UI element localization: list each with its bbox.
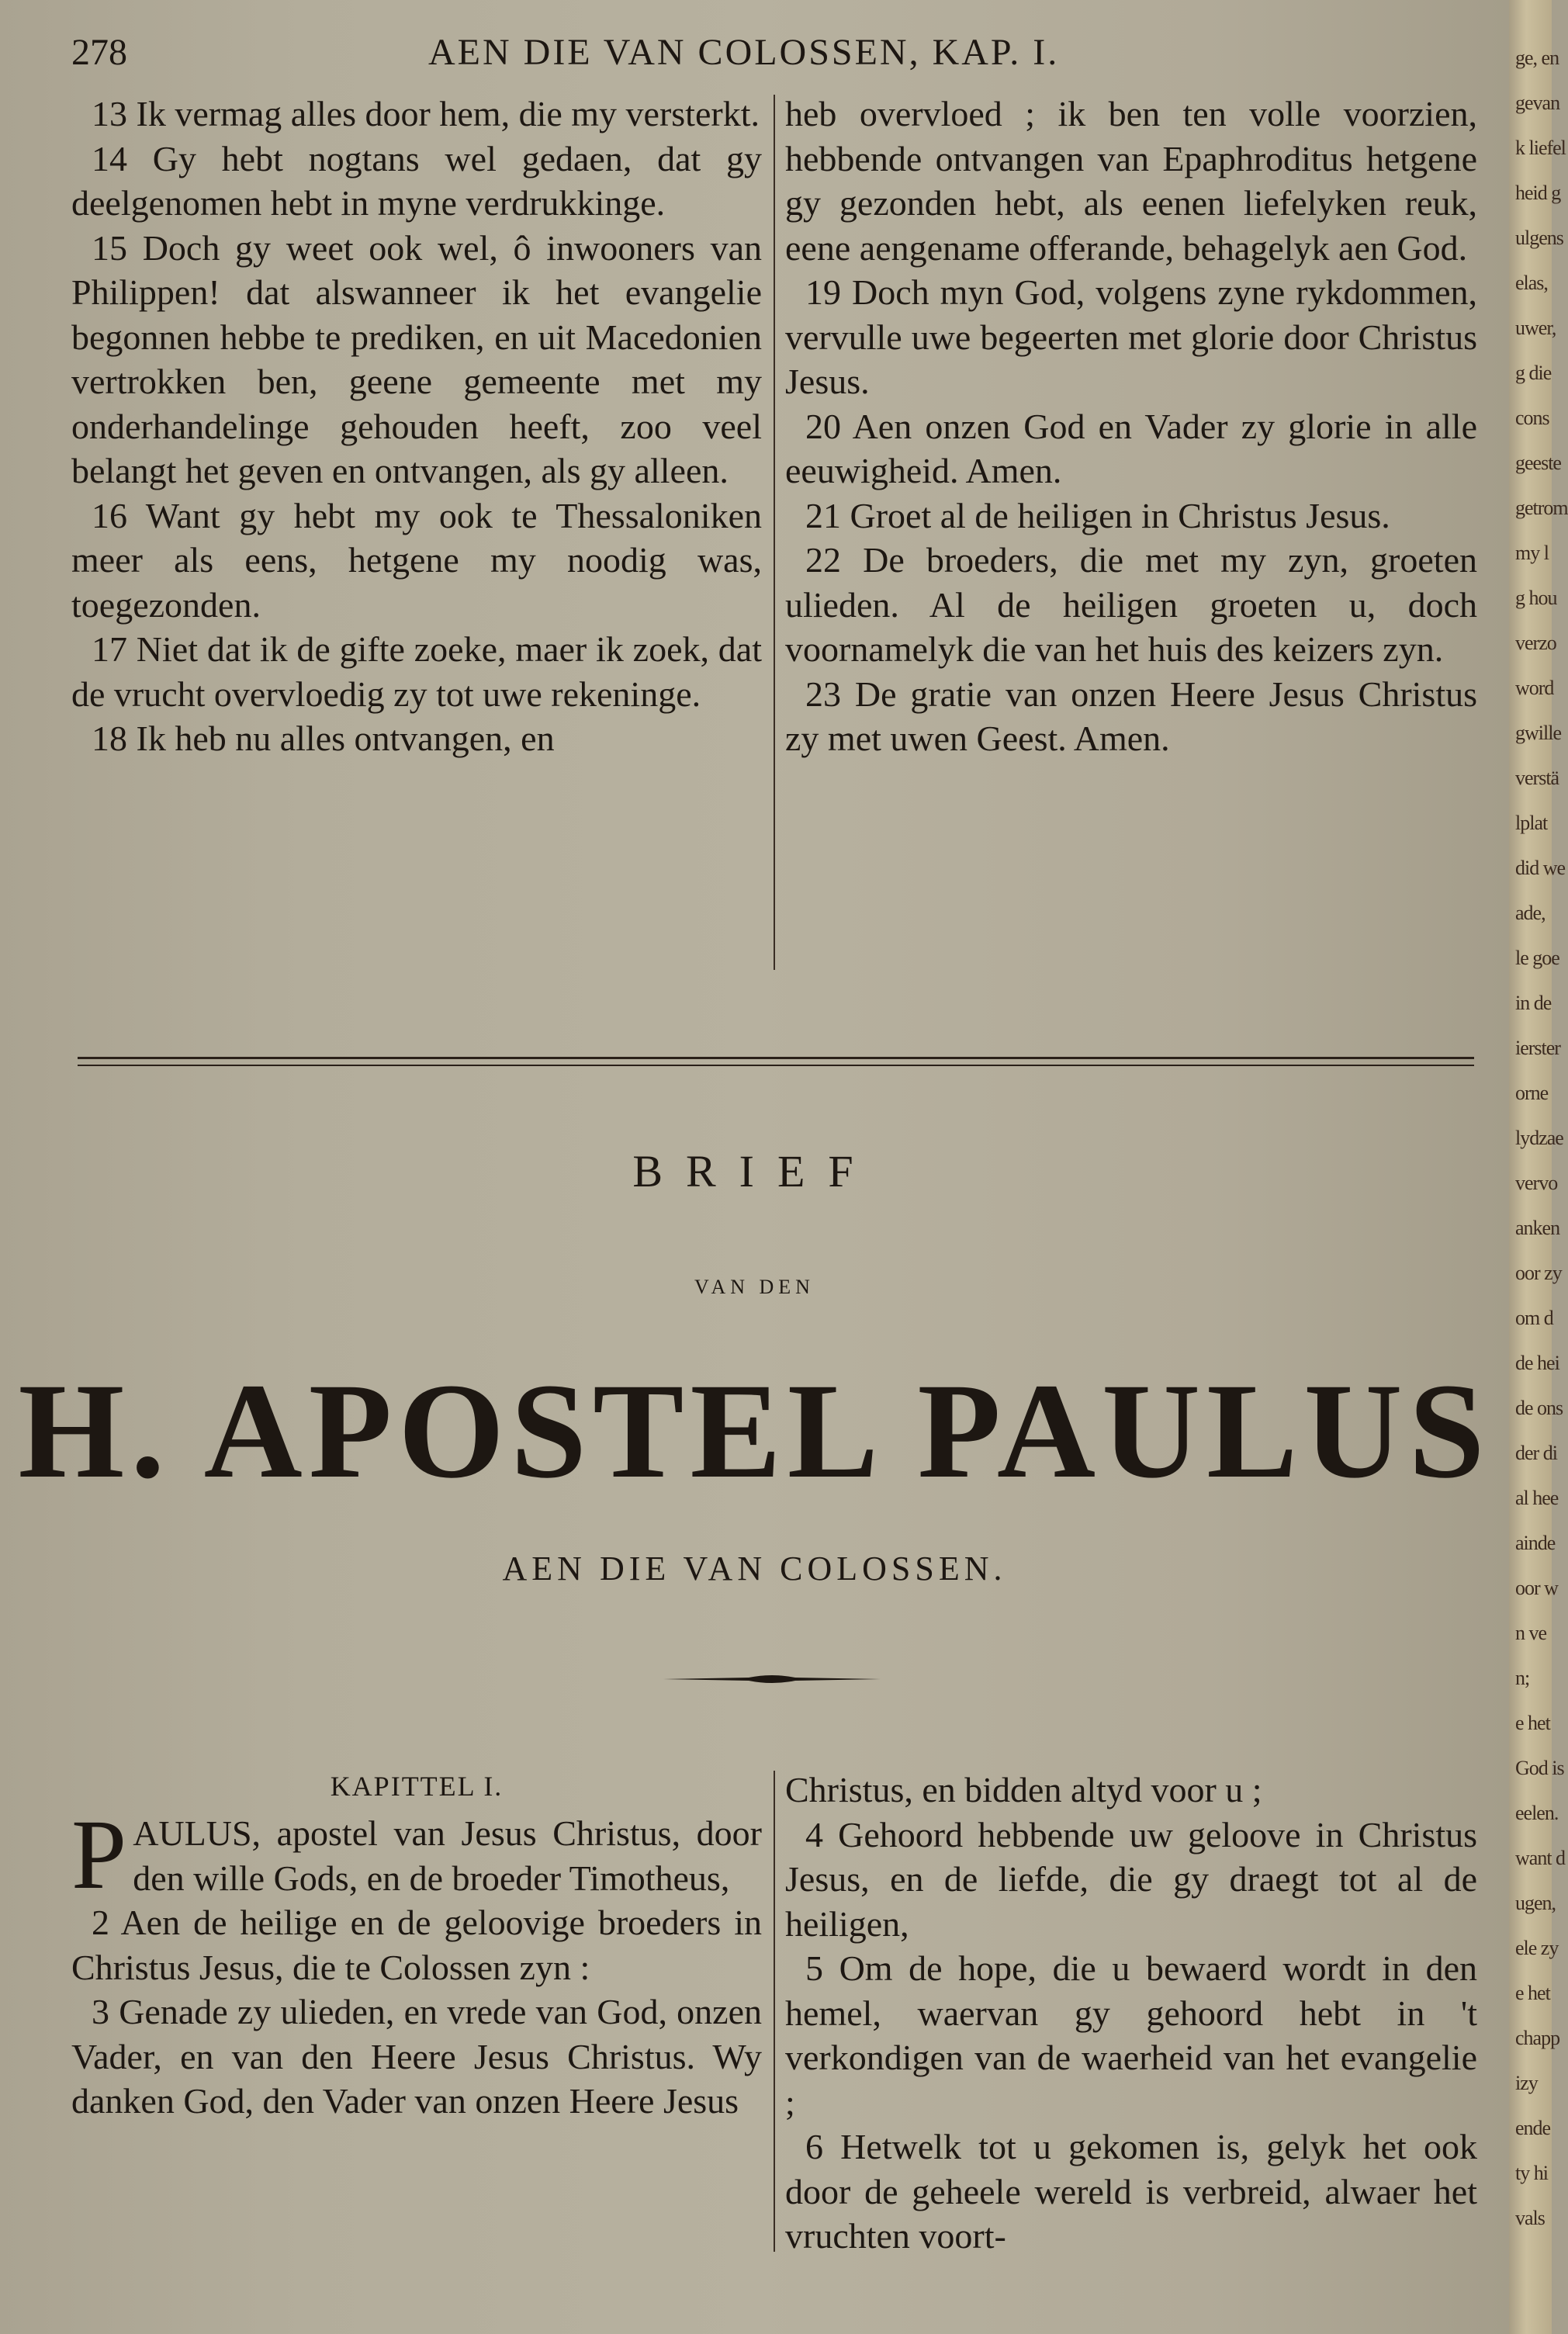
facing-page-fragment: n; bbox=[1515, 1667, 1530, 1689]
facing-page-fragment: lydzae bbox=[1515, 1127, 1563, 1149]
chapter-right-column bbox=[785, 1768, 1477, 2259]
page-header bbox=[71, 31, 1483, 78]
facing-page-fragment: e het bbox=[1515, 1712, 1550, 1734]
facing-page-fragment: ugen, bbox=[1515, 1892, 1556, 1914]
verse-21: 21 Groet al de heiligen in Christus Jesus. bbox=[805, 495, 1390, 535]
facing-page-fragment: oor zy bbox=[1515, 1262, 1562, 1284]
facing-page-fragment: anken bbox=[1515, 1217, 1560, 1239]
facing-page-fragment: k liefel bbox=[1515, 137, 1566, 159]
facing-page-fragment: geeste bbox=[1515, 452, 1561, 474]
facing-page-fragment: der di bbox=[1515, 1442, 1557, 1464]
verse-3: 3 Genade zy ulieden, en vrede van God, onzen Vader, en van den Heere Jesus Christus. Wy danken God, den Vader van onzen Heere Jesus bbox=[71, 1992, 762, 2121]
drop-cap: P bbox=[71, 1799, 127, 1910]
facing-page-fragment: eelen. bbox=[1515, 1802, 1559, 1824]
facing-page-fragment: de hei bbox=[1515, 1352, 1559, 1374]
facing-page-fragment: getrom bbox=[1515, 497, 1568, 519]
section-rule-bottom bbox=[78, 1065, 1474, 1066]
facing-page-fragment: heid g bbox=[1515, 182, 1561, 204]
verse-16: 16 Want gy hebt my ook te Thessaloniken meer als eens, hetgene my noodig was, toegezonden. bbox=[71, 495, 762, 625]
facing-page-fragment: izy bbox=[1515, 2072, 1538, 2094]
verse-3-continued: Christus, en bidden altyd voor u ; bbox=[785, 1770, 1262, 1809]
column-divider-bottom bbox=[774, 1771, 775, 2252]
verse-19: 19 Doch myn God, volgens zyne rykdommen, vervulle uwe begeerten met glorie door Christus Jesus. bbox=[785, 272, 1477, 401]
facing-page-fragment: e het bbox=[1515, 1982, 1550, 2004]
ornament-rule-icon bbox=[663, 1673, 881, 1685]
verse-13: 13 Ik vermag alles door hem, die my versterkt. bbox=[92, 94, 760, 133]
facing-page-fragment: chapp bbox=[1515, 2027, 1560, 2049]
facing-page-fragment: ierster bbox=[1515, 1037, 1560, 1059]
facing-page-fragment: le goe bbox=[1515, 947, 1559, 969]
title-colossians: AEN DIE VAN COLOSSEN. bbox=[502, 1550, 1007, 1588]
facing-page-fragment: ende bbox=[1515, 2117, 1551, 2139]
facing-page-fragment: de ons bbox=[1515, 1397, 1563, 1419]
facing-page-fragment: in de bbox=[1515, 992, 1552, 1014]
verse-20: 20 Aen onzen God en Vader zy glorie in alle eeuwigheid. Amen. bbox=[785, 406, 1477, 490]
chapter-left-column bbox=[71, 1768, 762, 2124]
facing-page-fragment: vals bbox=[1515, 2207, 1545, 2229]
facing-page-fragment: ulgens bbox=[1515, 227, 1563, 249]
running-head: AEN DIE VAN COLOSSEN, KAP. I. bbox=[428, 32, 1060, 73]
top-left-column bbox=[71, 92, 762, 761]
facing-page-fragment: om d bbox=[1515, 1307, 1553, 1329]
verse-14: 14 Gy hebt nogtans wel gedaen, dat gy deelgenomen hebt in myne verdrukkinge. bbox=[71, 138, 762, 223]
facing-page-fragment: ty hi bbox=[1515, 2162, 1548, 2184]
title-apostle-paulus: H. APOSTEL PAULUS bbox=[18, 1356, 1491, 1507]
facing-page-fragment: ge, en bbox=[1515, 47, 1559, 69]
facing-page-fragment: ainde bbox=[1515, 1532, 1556, 1554]
section-rule-top bbox=[78, 1057, 1474, 1059]
facing-page-fragment: al hee bbox=[1515, 1487, 1559, 1509]
verse-18-start: 18 Ik heb nu alles ontvangen, en bbox=[92, 719, 555, 758]
facing-page-fragment: gwille bbox=[1515, 722, 1561, 744]
verse-1 bbox=[71, 1799, 762, 1910]
verse-5: 5 Om de hope, die u bewaerd wordt in den hemel, waervan gy gehoord hebt in 't verkondigen van de waerheid van het evangelie ; bbox=[785, 1948, 1477, 2122]
verse-22: 22 De broeders, die met my zyn, groeten ulieden. Al de heiligen groeten u, doch voornamelyk die van het huis des keizers zyn. bbox=[785, 540, 1477, 669]
facing-page-fragment: did we bbox=[1515, 857, 1566, 879]
verse-1-text: AULUS, apostel van Jesus Christus, door den wille Gods, en de broeder Timotheus, bbox=[133, 1813, 762, 1898]
facing-page-fragment: verstä bbox=[1515, 767, 1559, 789]
facing-page-fragment: gevan bbox=[1515, 92, 1560, 114]
page-number: 278 bbox=[71, 32, 127, 73]
facing-page-fragment: n ve bbox=[1515, 1622, 1547, 1644]
facing-page-fragment: my l bbox=[1515, 542, 1549, 564]
chapter-heading: KAPITTEL I. bbox=[330, 1771, 504, 1802]
facing-page-fragment: uwer, bbox=[1515, 317, 1556, 339]
verse-18-continued: heb overvloed ; ik ben ten volle voorzien, hebbende ontvangen van Epaphroditus hetgene gy gezonden hebt, als eenen liefelyken reuk, eene aengename offerande, behagelyk aen God. bbox=[785, 94, 1477, 268]
facing-page-fragment: want d bbox=[1515, 1847, 1566, 1869]
title-van-den: VAN DEN bbox=[694, 1276, 815, 1298]
facing-page-fragment: lplat bbox=[1515, 812, 1548, 834]
facing-page-fragment: orne bbox=[1515, 1082, 1549, 1104]
verse-4: 4 Gehoord hebbende uw geloove in Christus Jesus, en de liefde, die gy draegt tot al de heiligen, bbox=[785, 1814, 1477, 1944]
facing-page-fragment: g die bbox=[1515, 362, 1552, 384]
facing-page-fragment: ade, bbox=[1515, 902, 1546, 924]
facing-page-fragment: oor w bbox=[1515, 1577, 1558, 1599]
facing-page-fragment: cons bbox=[1515, 407, 1549, 429]
verse-2: 2 Aen de heilige en de geloovige broeders in Christus Jesus, die te Colossen zyn : bbox=[71, 1903, 762, 1987]
facing-page-fragment: elas, bbox=[1515, 272, 1548, 294]
column-divider-top bbox=[774, 95, 775, 970]
verse-15: 15 Doch gy weet ook wel, ô inwooners van Philippen! dat alswanneer ik het evangelie begonnen hebbe te prediken, en uit Macedonien vertrokken ben, geene gemeente met my onderhandelinge gehouden heeft, zoo veel belangt het geven en ontvangen, als gy alleen. bbox=[71, 227, 762, 490]
title-brief: BRIEF bbox=[632, 1146, 877, 1196]
top-right-column bbox=[785, 92, 1477, 761]
facing-page-fragment: g hou bbox=[1515, 587, 1557, 609]
verse-6: 6 Hetwelk tot u gekomen is, gelyk het ook door de geheele wereld is verbreid, alwaer het vruchten voort- bbox=[785, 2127, 1477, 2256]
facing-page-fragment: ele zy bbox=[1515, 1937, 1559, 1959]
verse-23: 23 De gratie van onzen Heere Jesus Christus zy met uwen Geest. Amen. bbox=[785, 674, 1477, 758]
verse-17: 17 Niet dat ik de gifte zoeke, maer ik zoek, dat de vrucht overvloedig zy tot uwe rekeninge. bbox=[71, 629, 762, 714]
facing-page-fragment: word bbox=[1515, 677, 1554, 699]
facing-page-fragment: God is bbox=[1515, 1757, 1564, 1779]
facing-page-fragment: vervo bbox=[1515, 1172, 1558, 1194]
facing-page-fragment: verzo bbox=[1515, 632, 1556, 654]
